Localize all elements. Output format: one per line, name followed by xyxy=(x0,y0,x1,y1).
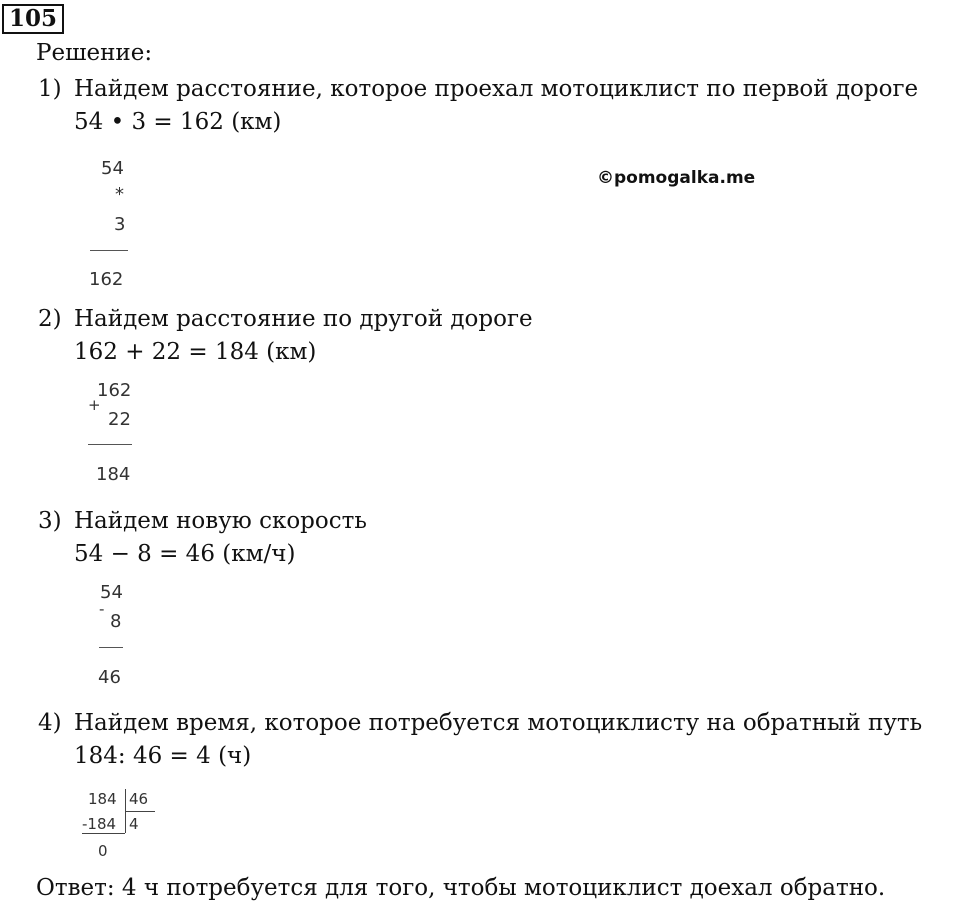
step-3-text: Найдем новую скорость xyxy=(74,508,367,534)
step-1-text: Найдем расстояние, которое проехал мотоциклист по первой дороге xyxy=(74,76,919,102)
division-bar-horizontal xyxy=(125,811,155,812)
division-quotient: 4 xyxy=(129,815,139,833)
division-subtrahend: -184 xyxy=(82,815,117,833)
answer-text: Ответ: 4 ч потребуется для того, чтобы мотоциклист доехал обратно. xyxy=(36,875,886,901)
step-4-formula: 184: 46 = 4 (ч) xyxy=(74,743,252,769)
solution-heading: Решение: xyxy=(36,40,153,66)
column-rule xyxy=(99,647,123,648)
division-remainder: 0 xyxy=(98,842,108,860)
column-operator: + xyxy=(88,396,101,414)
problem-number: 105 xyxy=(2,4,64,34)
column-result: 162 xyxy=(89,269,124,290)
step-3-formula: 54 − 8 = 46 (км/ч) xyxy=(74,541,296,567)
column-top: 54 xyxy=(101,158,124,179)
division-dividend: 184 xyxy=(88,790,117,808)
division-underline xyxy=(82,833,125,834)
column-top: 162 xyxy=(97,380,132,401)
division-divisor: 46 xyxy=(129,790,149,808)
step-3-index: 3) xyxy=(38,508,62,534)
step-2-index: 2) xyxy=(38,306,62,332)
column-top: 54 xyxy=(100,582,123,603)
column-operator: - xyxy=(99,600,105,618)
column-rule xyxy=(88,444,132,445)
step-1-index: 1) xyxy=(38,76,62,102)
column-result: 184 xyxy=(96,464,131,485)
step-4-text: Найдем время, которое потребуется мотоциклисту на обратный путь xyxy=(74,710,923,736)
step-2-text: Найдем расстояние по другой дороге xyxy=(74,306,533,332)
column-bottom: 22 xyxy=(108,409,131,430)
column-bottom: 8 xyxy=(110,611,122,632)
step-2-formula: 162 + 22 = 184 (км) xyxy=(74,339,317,365)
column-result: 46 xyxy=(98,667,121,688)
step-1-formula: 54 • 3 = 162 (км) xyxy=(74,109,282,135)
watermark: ©pomogalka.me xyxy=(597,168,756,188)
step-4-index: 4) xyxy=(38,710,62,736)
column-operator: * xyxy=(115,184,124,205)
column-rule xyxy=(90,250,128,251)
column-bottom: 3 xyxy=(114,214,126,235)
